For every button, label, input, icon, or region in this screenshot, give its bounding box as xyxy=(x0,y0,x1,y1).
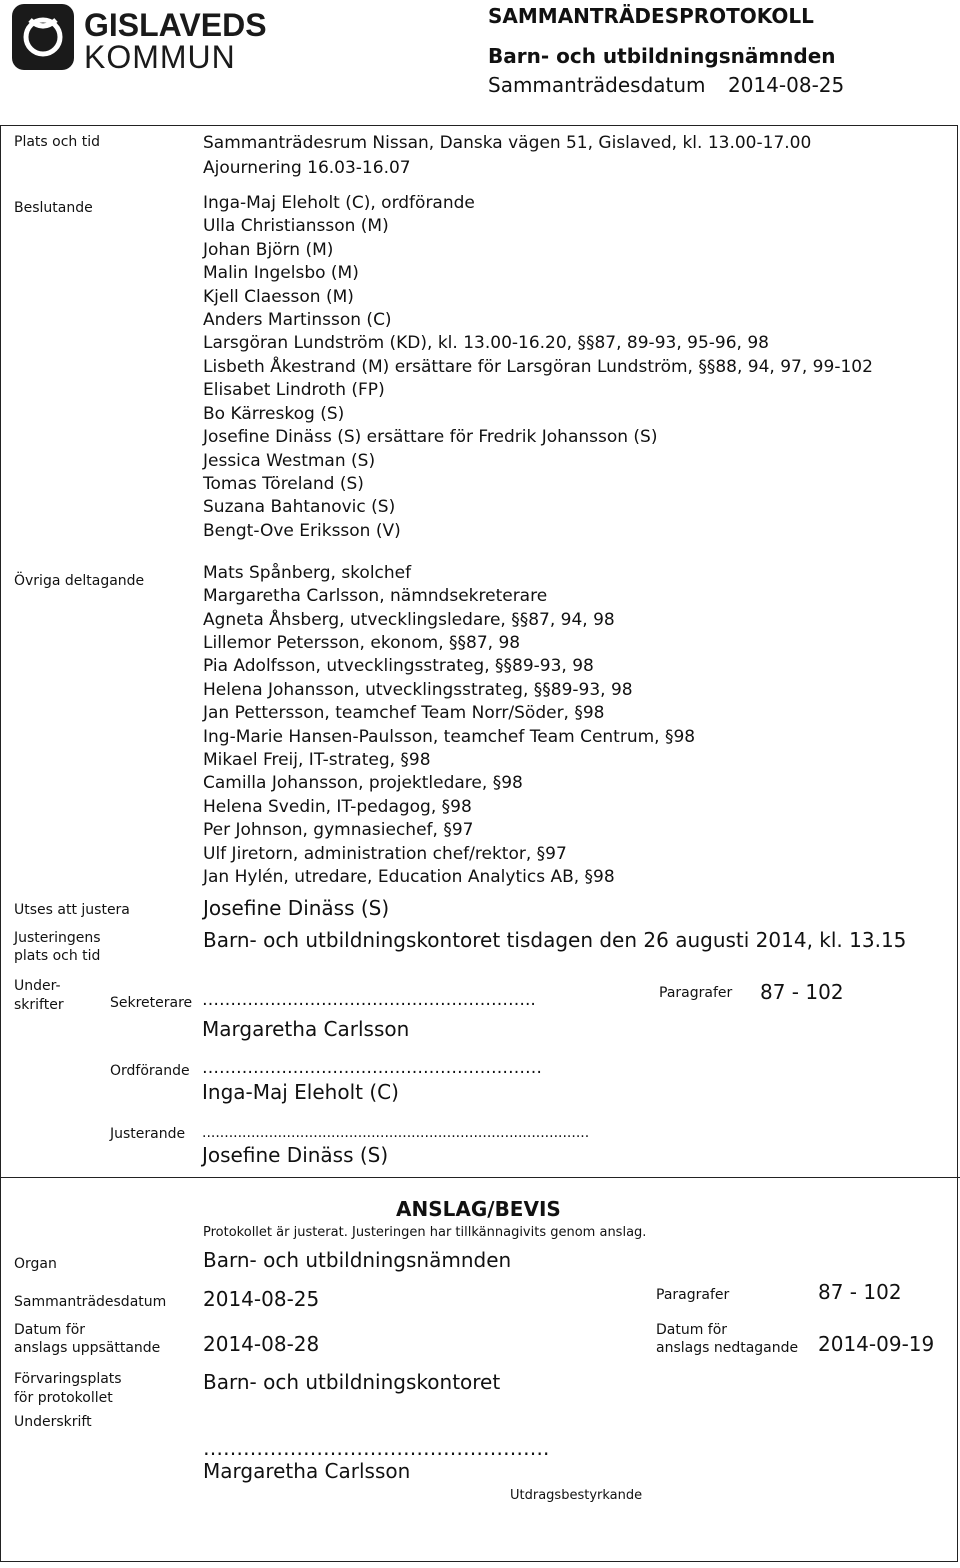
list-item: Tomas Töreland (S) xyxy=(203,474,364,494)
storage-label-2: för protokollet xyxy=(14,1390,113,1406)
signature-label: Underskrift xyxy=(14,1414,92,1430)
organ-value: Barn- och utbildningsnämnden xyxy=(203,1248,512,1272)
header-board: Barn- och utbildningsnämnden xyxy=(488,44,836,68)
notice-signature-name: Margaretha Carlsson xyxy=(203,1459,411,1483)
notice-date-value: 2014-08-25 xyxy=(203,1287,320,1311)
others-label: Övriga deltagande xyxy=(14,573,145,589)
list-item: Pia Adolfsson, utvecklingsstrateg, §§89-93, 98 xyxy=(203,656,594,676)
list-item: Josefine Dinäss (S) ersättare för Fredrik Johansson (S) xyxy=(203,427,658,447)
logo-emblem-icon xyxy=(10,2,280,72)
section-divider xyxy=(0,1177,960,1178)
secretary-signature-line: ………………………………………………….. xyxy=(202,990,536,1010)
secretary-name: Margaretha Carlsson xyxy=(202,1017,410,1041)
signatures-paragraphs-label: Paragrafer xyxy=(659,985,733,1001)
list-item: Ing-Marie Hansen-Paulsson, teamchef Team Centrum, §98 xyxy=(203,727,696,747)
adjust-place-value: Barn- och utbildningskontoret tisdagen den 26 augusti 2014, kl. 13.15 xyxy=(203,928,907,952)
logo-text-line2: KOMMUN xyxy=(84,39,236,72)
notice-subtitle: Protokollet är justerat. Justeringen har tillkännagivits genom anslag. xyxy=(203,1225,647,1240)
list-item: Camilla Johansson, projektledare, §98 xyxy=(203,773,523,793)
notice-signature-line: ……………………………………………. xyxy=(203,1436,550,1460)
adjuster-sign-label: Justerande xyxy=(110,1126,186,1142)
list-item: Jessica Westman (S) xyxy=(203,451,376,471)
posted-label-1: Datum för xyxy=(14,1322,86,1338)
list-item: Per Johnson, gymnasiechef, §97 xyxy=(203,820,474,840)
posted-label-2: anslags uppsättande xyxy=(14,1340,161,1356)
list-item: Elisabet Lindroth (FP) xyxy=(203,380,385,400)
list-item: Margaretha Carlsson, nämndsekreterare xyxy=(203,586,548,606)
adjuster-signature-line: ....................................................................................... xyxy=(202,1125,590,1141)
list-item: Ulla Christiansson (M) xyxy=(203,216,389,236)
list-item: Inga-Maj Eleholt (C), ordförande xyxy=(203,193,475,213)
list-item: Johan Björn (M) xyxy=(203,240,334,260)
notice-title: ANSLAG/BEVIS xyxy=(396,1197,561,1221)
list-item: Ulf Jiretorn, administration chef/rektor, §97 xyxy=(203,844,567,864)
place-line2: Ajournering 16.03-16.07 xyxy=(203,158,411,178)
chair-label: Ordförande xyxy=(110,1063,190,1079)
extract-label: Utdragsbestyrkande xyxy=(510,1488,643,1503)
adjust-place-label-2: plats och tid xyxy=(14,948,101,964)
list-item: Bengt-Ove Eriksson (V) xyxy=(203,521,401,541)
header-date-value: 2014-08-25 xyxy=(728,73,845,97)
chair-signature-line: …………………………………………………… xyxy=(202,1058,542,1078)
list-item: Anders Martinsson (C) xyxy=(203,310,392,330)
list-item: Bo Kärreskog (S) xyxy=(203,404,345,424)
place-line1: Sammanträdesrum Nissan, Danska vägen 51, Gislaved, kl. 13.00-17.00 xyxy=(203,133,812,153)
chair-name: Inga-Maj Eleholt (C) xyxy=(202,1080,399,1104)
notice-paragraphs-value: 87 - 102 xyxy=(818,1280,902,1304)
list-item: Mikael Freij, IT-strateg, §98 xyxy=(203,750,431,770)
list-item: Suzana Bahtanovic (S) xyxy=(203,497,396,517)
notice-paragraphs-label: Paragrafer xyxy=(656,1287,730,1303)
list-item: Helena Svedin, IT-pedagog, §98 xyxy=(203,797,472,817)
storage-label-1: Förvaringsplats xyxy=(14,1371,122,1387)
storage-value: Barn- och utbildningskontoret xyxy=(203,1370,501,1394)
list-item: Jan Hylén, utredare, Education Analytics AB, §98 xyxy=(203,867,615,887)
list-item: Malin Ingelsbo (M) xyxy=(203,263,359,283)
signatures-label-2: skrifter xyxy=(14,997,64,1013)
document-title: SAMMANTRÄDESPROTOKOLL xyxy=(488,4,814,28)
list-item: Lisbeth Åkestrand (M) ersättare för Larsgöran Lundström, §§88, 94, 97, 99-102 xyxy=(203,357,873,377)
adjust-place-label-1: Justeringens xyxy=(14,930,101,946)
removed-label-1: Datum för xyxy=(656,1322,728,1338)
signatures-label-1: Under- xyxy=(14,978,61,994)
secretary-label: Sekreterare xyxy=(110,995,193,1011)
removed-value: 2014-09-19 xyxy=(818,1332,935,1356)
adjuster-sign-name: Josefine Dinäss (S) xyxy=(202,1143,389,1167)
adjuster-label: Utses att justera xyxy=(14,902,130,918)
adjuster-value: Josefine Dinäss (S) xyxy=(203,896,390,920)
list-item: Kjell Claesson (M) xyxy=(203,287,354,307)
municipality-logo xyxy=(10,2,280,72)
place-label: Plats och tid xyxy=(14,134,100,150)
list-item: Helena Johansson, utvecklingsstrateg, §§89-93, 98 xyxy=(203,680,633,700)
organ-label: Organ xyxy=(14,1256,57,1272)
list-item: Jan Pettersson, teamchef Team Norr/Söder, §98 xyxy=(203,703,605,723)
notice-date-label: Sammanträdesdatum xyxy=(14,1294,167,1310)
list-item: Agneta Åhsberg, utvecklingsledare, §§87, 94, 98 xyxy=(203,610,615,630)
posted-value: 2014-08-28 xyxy=(203,1332,320,1356)
list-item: Mats Spånberg, skolchef xyxy=(203,563,412,583)
list-item: Larsgöran Lundström (KD), kl. 13.00-16.20, §§87, 89-93, 95-96, 98 xyxy=(203,333,769,353)
logo-text-line1: GISLAVEDS xyxy=(84,7,267,43)
signatures-paragraphs-value: 87 - 102 xyxy=(760,980,844,1004)
header-date-label: Sammanträdesdatum xyxy=(488,73,706,97)
deciding-label: Beslutande xyxy=(14,200,93,216)
list-item: Lillemor Petersson, ekonom, §§87, 98 xyxy=(203,633,521,653)
removed-label-2: anslags nedtagande xyxy=(656,1340,799,1356)
